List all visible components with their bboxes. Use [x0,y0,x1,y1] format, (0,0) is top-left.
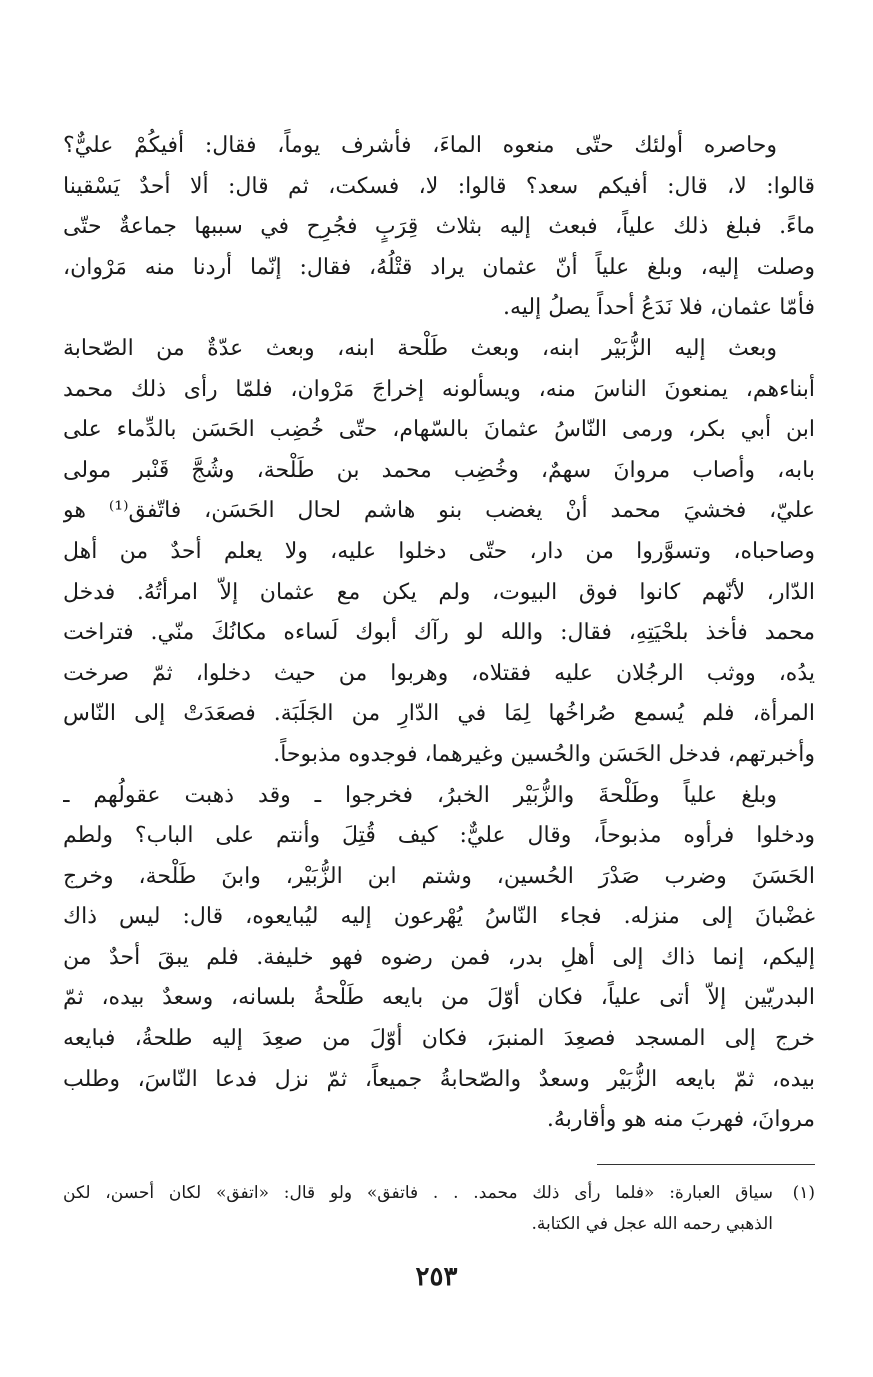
text-line: المرأة، فلم يُسمع صُراخُها لِمَا في الدّارِ من الجَلَبَة. فصعَدَتْ إلى النّاس [63,701,815,727]
text-line: وأخبرتهم، فدخل الحَسَن والحُسين وغيرهما، فوجدوه مذبوحاً. [273,741,815,767]
text-line: قالوا: لا، قال: أفيكم سعد؟ قالوا: لا، فسكت، ثم قال: ألا أحدٌ يَسْقينا [63,173,815,199]
footnote-text-1: سياق العبارة: «فلما رأى ذلك محمد. . . فاتفق» ولو قال: «اتفق» لكان أحسن، لكن [63,1183,773,1203]
text-line: الحَسَنَ وضرب صَدْرَ الحُسين، وشتم ابن الزُّبَيْر، وابنَ طَلْحة، وخرج [63,863,815,889]
text-line: خرج إلى المسجد فصعِدَ المنبرَ، فكان أوّلَ من صعِدَ إليه طلحةُ، فبايعه [63,1026,815,1052]
text-line: عليّ، فخشيَ محمد أنْ يغضب بنو هاشم لحال الحَسَن، فاتّفق⁽¹⁾ هو [63,498,815,524]
footnote-line-1 [63,1178,815,1209]
text-line: ودخلوا فرأوه مذبوحاً، وقال عليٌّ: كيف قُتِلَ وأنتم على الباب؟ ولطم [63,823,815,849]
text-line: وصلت إليه، وبلغ علياً أنّ عثمان يراد قتْلُهُ، فقال: إنّما أردنا منه مَرْوان، [63,254,815,280]
text-line: يدُه، ووثب الرجُلان عليه فقتلاه، وهربوا من حيث دخلوا، ثمّ صرخت [63,660,815,686]
text-line: غضْبانَ إلى منزله. فجاء النّاسُ يُهْرعون إليه ليُبايعوه، قال: ليس ذاك [63,904,815,930]
text-line: وبلغ علياً وطَلْحةَ والزُّبَيْر الخبرُ، فخرجوا ـ وقد ذهبت عقولُهم ـ [63,782,777,808]
text-line: وصاحباه، وتسوَّروا من دار، حتّى دخلوا عليه، ولا يعلم أحدٌ من أهل [63,538,815,564]
text-line: مروانَ، فهربَ منه هو وأقاربهُ. [546,1107,815,1133]
footnote [63,1178,815,1240]
text-line: ابن أبي بكر، ورمى النّاسُ عثمانَ بالسّهام، حتّى خُضِب الحَسَن بالدِّماء على [63,417,815,443]
text-line: بابه، وأصاب مروانَ سهمٌ، وخُضِب محمد بن طَلْحة، وشُجَّ قَنْبر مولى [63,457,815,483]
text-line: إليكم، إنما ذاك إلى أهلِ بدر، فمن رضوه فهو خليفة. فلم يبقَ أحدٌ من [63,944,815,970]
text-line: وبعث إليه الزُّبَيْر ابنه، وبعث طَلْحة ابنه، وبعث عدّةٌ من الصّحابة [63,335,777,361]
text-line: فأمّا عثمان، فلا نَدَعُ أحداً يصلُ إليه. [502,295,815,321]
text-line: الدّار، لأنّهم كانوا فوق البيوت، ولم يكن مع عثمان إلاّ امرأتُهُ. فدخل [63,579,815,605]
page-number: ٢٥٣ [415,1262,458,1292]
text-line: البدريّين إلاّ أتى علياً، فكان أوّلَ من بايعه طَلْحةُ بلسانه، وسعدٌ بيده، ثمّ [63,985,815,1011]
body-text [63,126,815,1141]
text-line: ماءً. فبلغ ذلك علياً، فبعث إليه بثلاث قِرَبٍ فجُرِح في سببها جماعةٌ حتّى [63,214,815,240]
footnote-separator [597,1164,815,1165]
text-line: بيده، ثمّ بايعه الزُّبَيْر وسعدٌ والصّحابةُ جميعاً، ثمّ نزل فدعا النّاسَ، وطلب [63,1066,815,1092]
text-line: وحاصره أولئك حتّى منعوه الماءَ، فأشرف يوماً، فقال: أفيكُمْ عليٌّ؟ [63,133,777,158]
text-line: أبناءهم، يمنعونَ الناسَ منه، ويسألونه إخراجَ مَرْوان، فلمّا رأى ذلك محمد [63,376,815,402]
text-line: محمد فأخذ بلحْيَتِهِ، فقال: والله لو رآك أبوك لَساءه مكانُكَ منّي. فتراخت [63,620,815,646]
footnote-line-2: الذهبي رحمه الله عجل في الكتابة. [531,1214,773,1234]
footnote-number: (١) [792,1183,815,1203]
